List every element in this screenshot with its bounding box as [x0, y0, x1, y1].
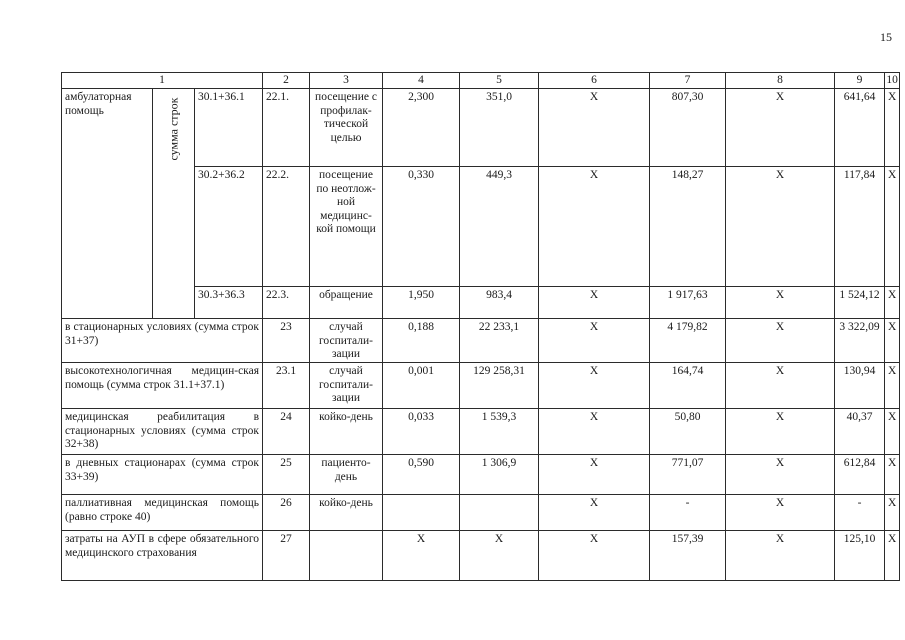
value-cell: 157,39: [650, 531, 726, 581]
value-cell: 1 539,3: [460, 409, 539, 455]
value-cell: 22 233,1: [460, 319, 539, 363]
line-number: 23.1: [263, 363, 310, 409]
value-cell: Х: [885, 531, 900, 581]
unit-cell: койко-день: [310, 495, 383, 531]
value-cell: Х: [539, 409, 650, 455]
value-cell: Х: [726, 495, 835, 531]
value-cell: Х: [539, 455, 650, 495]
value-cell: 1 524,12: [835, 287, 885, 319]
unit-cell: обращение: [310, 287, 383, 319]
table-row: [62, 89, 900, 167]
value-cell: 0,188: [383, 319, 460, 363]
value-cell: 1,950: [383, 287, 460, 319]
table-row: [62, 455, 900, 495]
row-label: в дневных стационарах (сумма строк 33+39): [62, 455, 263, 495]
unit-cell: посещение по неотлож-ной медицинс-кой помощи: [310, 167, 383, 287]
value-cell: 351,0: [460, 89, 539, 167]
value-cell: Х: [539, 363, 650, 409]
unit-cell: [310, 531, 383, 581]
value-cell: Х: [726, 89, 835, 167]
value-cell: Х: [885, 167, 900, 287]
header-cell: 8: [726, 73, 835, 89]
value-cell: Х: [539, 287, 650, 319]
value-cell: Х: [539, 319, 650, 363]
page-number: 15: [880, 30, 892, 44]
value-cell: [383, 495, 460, 531]
table-row: [62, 531, 900, 581]
row-label: в стационарных условиях (сумма строк 31+37): [62, 319, 263, 363]
value-cell: Х: [539, 531, 650, 581]
value-cell: 4 179,82: [650, 319, 726, 363]
value-cell: Х: [885, 409, 900, 455]
value-cell: 40,37: [835, 409, 885, 455]
header-cell: 5: [460, 73, 539, 89]
value-cell: Х: [726, 167, 835, 287]
value-cell: 50,80: [650, 409, 726, 455]
value-cell: 125,10: [835, 531, 885, 581]
header-cell: 7: [650, 73, 726, 89]
unit-cell: посещение с профилак-тической целью: [310, 89, 383, 167]
value-cell: Х: [726, 531, 835, 581]
header-cell: 6: [539, 73, 650, 89]
line-number: 26: [263, 495, 310, 531]
value-cell: Х: [726, 319, 835, 363]
value-cell: Х: [885, 89, 900, 167]
row-label: паллиативная медицинская помощь (равно строке 40): [62, 495, 263, 531]
value-cell: 1 917,63: [650, 287, 726, 319]
line-number: 27: [263, 531, 310, 581]
formula-cell: 30.2+36.2: [195, 167, 263, 287]
value-cell: Х: [885, 455, 900, 495]
value-cell: Х: [726, 287, 835, 319]
value-cell: Х: [726, 363, 835, 409]
value-cell: 0,330: [383, 167, 460, 287]
table-row: [62, 363, 900, 409]
value-cell: 148,27: [650, 167, 726, 287]
header-row: [62, 73, 900, 89]
unit-cell: пациенто-день: [310, 455, 383, 495]
value-cell: Х: [383, 531, 460, 581]
row-label: высокотехнологичная медицин-ская помощь (сумма строк 31.1+37.1): [62, 363, 263, 409]
value-cell: Х: [885, 495, 900, 531]
line-number: 22.2.: [263, 167, 310, 287]
value-cell: Х: [885, 363, 900, 409]
line-number: 22.3.: [263, 287, 310, 319]
value-cell: 1 306,9: [460, 455, 539, 495]
header-cell: 9: [835, 73, 885, 89]
value-cell: 3 322,09: [835, 319, 885, 363]
value-cell: 449,3: [460, 167, 539, 287]
line-number: 23: [263, 319, 310, 363]
table-row: [62, 495, 900, 531]
value-cell: 612,84: [835, 455, 885, 495]
value-cell: Х: [539, 495, 650, 531]
unit-cell: койко-день: [310, 409, 383, 455]
value-cell: Х: [539, 167, 650, 287]
formula-cell: 30.3+36.3: [195, 287, 263, 319]
header-cell: 10: [885, 73, 900, 89]
header-cell: 3: [310, 73, 383, 89]
value-cell: 2,300: [383, 89, 460, 167]
value-cell: 164,74: [650, 363, 726, 409]
header-cell: 1: [62, 73, 263, 89]
value-cell: Х: [460, 531, 539, 581]
line-number: 24: [263, 409, 310, 455]
value-cell: 129 258,31: [460, 363, 539, 409]
value-cell: -: [650, 495, 726, 531]
value-cell: Х: [726, 455, 835, 495]
value-cell: 0,033: [383, 409, 460, 455]
row-label: медицинская реабилитация в стационарных условиях (сумма строк 32+38): [62, 409, 263, 455]
value-cell: 807,30: [650, 89, 726, 167]
financing-table: [61, 72, 900, 581]
line-number: 25: [263, 455, 310, 495]
value-cell: -: [835, 495, 885, 531]
value-cell: 0,001: [383, 363, 460, 409]
value-cell: Х: [885, 319, 900, 363]
value-cell: Х: [726, 409, 835, 455]
value-cell: [460, 495, 539, 531]
value-cell: 771,07: [650, 455, 726, 495]
value-cell: 130,94: [835, 363, 885, 409]
header-cell: 2: [263, 73, 310, 89]
row-label: затраты на АУП в сфере обязательного медицинского страхования: [62, 531, 263, 581]
value-cell: 641,64: [835, 89, 885, 167]
unit-cell: случай госпитали-зации: [310, 363, 383, 409]
row-label: амбулаторная помощь: [62, 89, 153, 319]
line-number: 22.1.: [263, 89, 310, 167]
sum-label: сумма строк: [153, 89, 195, 319]
value-cell: 983,4: [460, 287, 539, 319]
value-cell: Х: [539, 89, 650, 167]
value-cell: 117,84: [835, 167, 885, 287]
value-cell: Х: [885, 287, 900, 319]
header-cell: 4: [383, 73, 460, 89]
value-cell: 0,590: [383, 455, 460, 495]
table-row: [62, 319, 900, 363]
formula-cell: 30.1+36.1: [195, 89, 263, 167]
table-row: [62, 409, 900, 455]
unit-cell: случай госпитали-зации: [310, 319, 383, 363]
